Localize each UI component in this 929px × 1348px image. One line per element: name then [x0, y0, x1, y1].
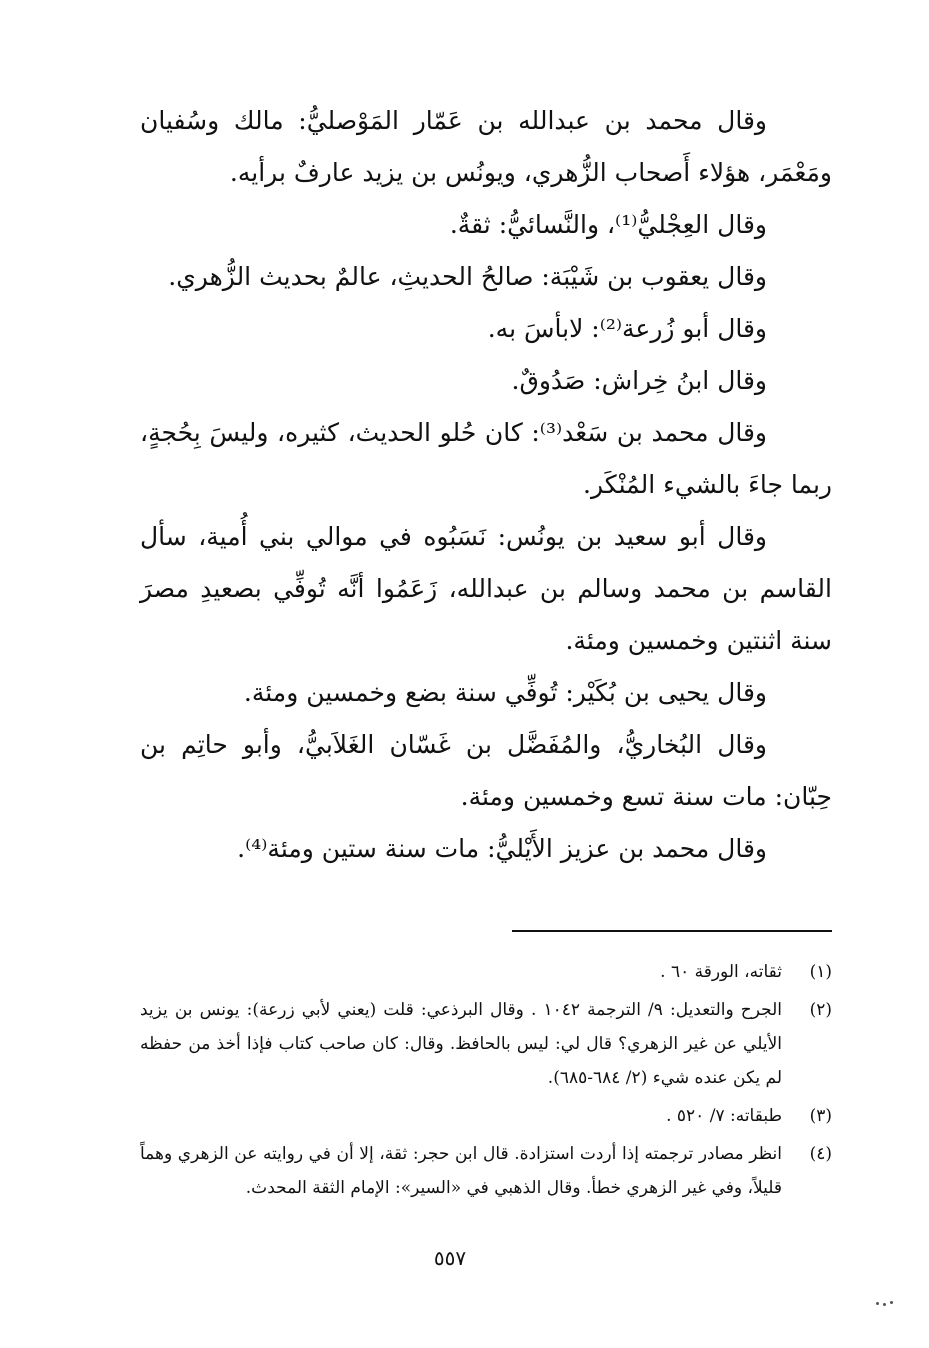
paragraph-4: وقال أبو زُرعة⁽²⁾: لابأسَ به. — [487, 314, 767, 343]
footnote-item — [140, 1099, 832, 1133]
footnote-text: ثقاته، الورقة ٦٠ . — [660, 962, 782, 982]
footnote-number: (٤) — [809, 1144, 832, 1164]
scan-speck — [876, 1300, 896, 1306]
footnote-number: (٢) — [809, 1000, 832, 1020]
paragraph-3: وقال يعقوب بن شَيْبَة: صالحُ الحديثِ، عالمٌ بحديث الزُّهري. — [168, 262, 767, 291]
footnote-divider — [512, 930, 832, 932]
paragraph-6: وقال محمد بن سَعْد⁽³⁾: كان حُلو الحديث، كثيره، وليسَ بِحُجةٍ، ربما جاءَ بالشيء المُنْكَر. — [140, 418, 832, 499]
footnote-item — [140, 993, 832, 1095]
paragraph-9: وقال البُخاريُّ، والمُفَضَّل بن غَسّان الغَلاَبيُّ، وأبو حاتِم بن حِبّان: مات سنة تسع وخمسين ومئة. — [140, 730, 832, 811]
footnote-text: انظر مصادر ترجمته إذا أردت استزادة. قال ابن حجر: ثقة، إلا أن في روايته عن الزهري وهماً قليلاً، وفي غير الزهري خطأ. وقال الذهبي في «السير»: الإمام الثقة المحدث. — [140, 1144, 782, 1198]
footnote-text: الجرح والتعديل: ٩/ الترجمة ١٠٤٢ . وقال البرذعي: قلت (يعني لأبي زرعة): يونس بن يزيد الأيلي عن غير الزهري؟ قال لي: ليس بالحافظ. وقال: كان صاحب كتاب فإذا أخذ من حفظه لم يكن عنده شيء (٢/ ٦٨٤-٦٨٥). — [140, 1000, 782, 1088]
paragraph-2: وقال العِجْليُّ⁽¹⁾، والنَّسائيُّ: ثقةٌ. — [449, 210, 767, 239]
paragraph-5: وقال ابنُ خِراش: صَدُوقٌ. — [511, 366, 767, 395]
page-number: ٥٥٧ — [433, 1246, 467, 1270]
paragraph-1: وقال محمد بن عبدالله بن عَمّار المَوْصليُّ: مالك وسُفيان ومَعْمَر، هؤلاء أَصحاب الزُّهري، ويونُس بن يزيد عارفٌ برأيه. — [140, 106, 832, 187]
paragraph-7: وقال أبو سعيد بن يونُس: نَسَبُوه في موالي بني أُمية، سأل القاسم بن محمد وسالم بن عبدالله، زَعَمُوا أنَّه تُوفِّي بصعيدِ مصرَ سنة اثنتين وخمسين ومئة. — [140, 522, 832, 655]
footnotes-block — [140, 955, 832, 1209]
footnote-text: طبقاته: ٧/ ٥٢٠ . — [666, 1106, 782, 1126]
footnote-number: (١) — [809, 962, 832, 982]
main-text-block — [140, 95, 832, 875]
footnote-number: (٣) — [809, 1106, 832, 1126]
paragraph-8: وقال يحيى بن بُكَيْر: تُوفِّي سنة بضع وخمسين ومئة. — [243, 678, 767, 707]
paragraph-10: وقال محمد بن عزيز الأَيْليُّ: مات سنة ستين ومئة⁽⁴⁾. — [237, 834, 767, 863]
footnote-item — [140, 955, 832, 989]
footnote-item — [140, 1137, 832, 1205]
